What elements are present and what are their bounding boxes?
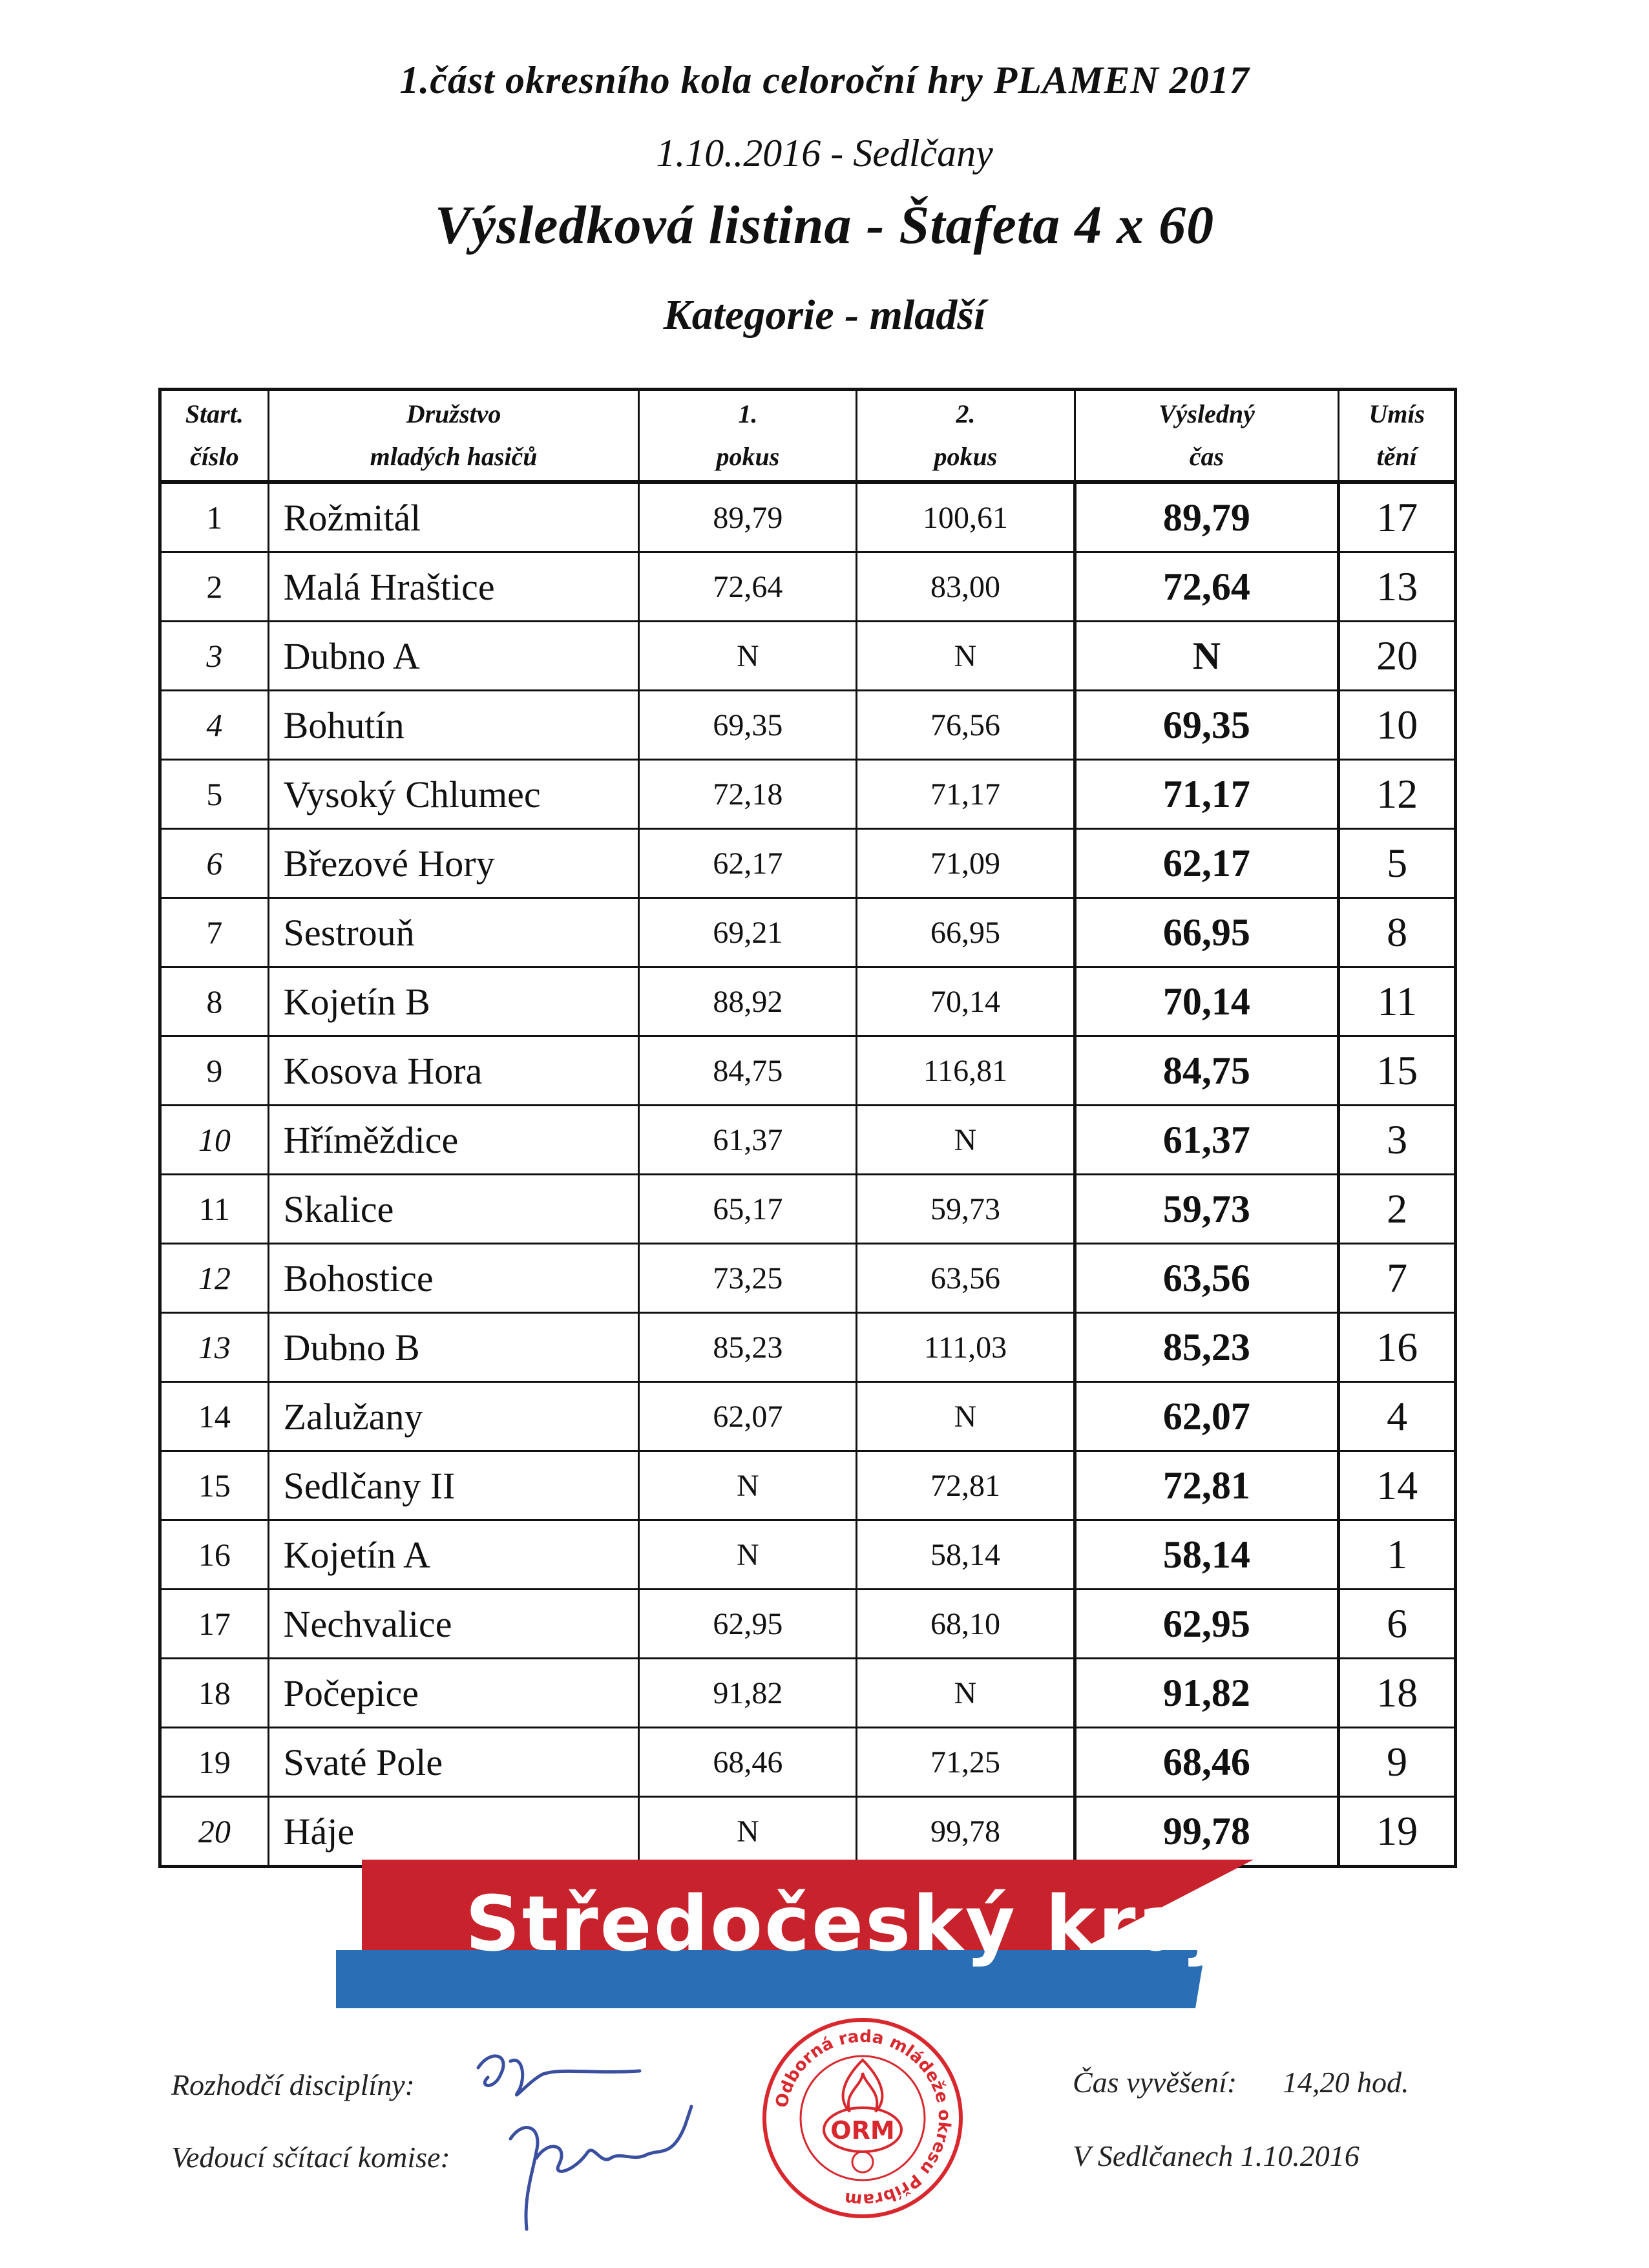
attempt-2-cell: 111,03 xyxy=(857,1313,1075,1382)
team-name-cell: Březové Hory xyxy=(268,829,639,898)
team-name-cell: Háje xyxy=(268,1797,639,1867)
header-result-time: Výsledný čas xyxy=(1075,390,1339,483)
attempt-2-cell: 71,17 xyxy=(857,760,1075,829)
table-row xyxy=(160,967,1456,1036)
attempt-1-cell: N xyxy=(639,1797,857,1867)
table-row xyxy=(160,1520,1456,1590)
team-name-cell: Kojetín B xyxy=(268,967,639,1036)
table-row xyxy=(160,829,1456,898)
start-number-cell: 8 xyxy=(160,967,269,1036)
placement-cell: 17 xyxy=(1339,482,1456,552)
start-number-cell: 15 xyxy=(160,1451,269,1520)
result-time-cell: 59,73 xyxy=(1075,1175,1339,1244)
banner-text: Středočeský kraj xyxy=(465,1879,1219,1968)
attempt-1-cell: 61,37 xyxy=(639,1106,857,1175)
placement-cell: 18 xyxy=(1339,1659,1456,1728)
attempt-2-cell: N xyxy=(857,622,1075,691)
category-title: Kategorie - mladší xyxy=(663,291,986,339)
attempt-1-cell: N xyxy=(639,622,857,691)
attempt-1-cell: 65,17 xyxy=(639,1175,857,1244)
attempt-1-cell: 62,95 xyxy=(639,1590,857,1659)
table-row xyxy=(160,1244,1456,1313)
attempt-1-cell: N xyxy=(639,1451,857,1520)
orm-stamp xyxy=(759,2015,966,2221)
attempt-1-cell: 69,35 xyxy=(639,691,857,760)
table-row xyxy=(160,1382,1456,1451)
table-row xyxy=(160,1313,1456,1382)
team-name-cell: Nechvalice xyxy=(268,1590,639,1659)
referee-label: Rozhodčí disciplíny: xyxy=(171,2068,415,2101)
result-time-cell: 63,56 xyxy=(1075,1244,1339,1313)
start-number-cell: 4 xyxy=(160,691,269,760)
placement-cell: 7 xyxy=(1339,1244,1456,1313)
team-name-cell: Hříměždice xyxy=(268,1106,639,1175)
placement-cell: 15 xyxy=(1339,1036,1456,1106)
posted-time-value: 14,20 hod. xyxy=(1283,2066,1409,2099)
start-number-cell: 18 xyxy=(160,1659,269,1728)
placement-cell: 1 xyxy=(1339,1520,1456,1590)
table-row xyxy=(160,760,1456,829)
start-number-cell: 13 xyxy=(160,1313,269,1382)
team-name-cell: Dubno B xyxy=(268,1313,639,1382)
result-time-cell: 69,35 xyxy=(1075,691,1339,760)
start-number-cell: 12 xyxy=(160,1244,269,1313)
attempt-2-cell: 76,56 xyxy=(857,691,1075,760)
result-time-cell: 70,14 xyxy=(1075,967,1339,1036)
table-header-row xyxy=(160,390,1456,483)
table-row xyxy=(160,1590,1456,1659)
result-time-cell: 62,95 xyxy=(1075,1590,1339,1659)
team-name-cell: Kosova Hora xyxy=(268,1036,639,1106)
start-number-cell: 20 xyxy=(160,1797,269,1867)
stamp-ring-text: Odborná rada mládeže okresu Příbram xyxy=(772,2026,954,2210)
placement-cell: 6 xyxy=(1339,1590,1456,1659)
start-number-cell: 16 xyxy=(160,1520,269,1590)
attempt-2-cell: N xyxy=(857,1659,1075,1728)
attempt-1-cell: 88,92 xyxy=(639,967,857,1036)
attempt-2-cell: 68,10 xyxy=(857,1590,1075,1659)
header-attempt-1: 1. pokus xyxy=(639,390,857,483)
start-number-cell: 2 xyxy=(160,552,269,622)
attempt-2-cell: 58,14 xyxy=(857,1520,1075,1590)
attempt-1-cell: 69,21 xyxy=(639,898,857,967)
result-time-cell: 72,81 xyxy=(1075,1451,1339,1520)
placement-cell: 16 xyxy=(1339,1313,1456,1382)
results-table xyxy=(158,388,1457,1868)
posted-time-label: Čas vyvěšení: xyxy=(1073,2066,1237,2099)
attempt-1-cell: 72,18 xyxy=(639,760,857,829)
attempt-1-cell: 85,23 xyxy=(639,1313,857,1382)
start-number-cell: 17 xyxy=(160,1590,269,1659)
table-row xyxy=(160,482,1456,552)
table-row xyxy=(160,898,1456,967)
table-body xyxy=(160,482,1456,1867)
header-attempt-2: 2. pokus xyxy=(857,390,1075,483)
attempt-1-cell: 84,75 xyxy=(639,1036,857,1106)
attempt-1-cell: 62,07 xyxy=(639,1382,857,1451)
attempt-1-cell: 91,82 xyxy=(639,1659,857,1728)
placement-cell: 2 xyxy=(1339,1175,1456,1244)
attempt-2-cell: 83,00 xyxy=(857,552,1075,622)
attempt-2-cell: 66,95 xyxy=(857,898,1075,967)
table-row xyxy=(160,1175,1456,1244)
attempt-1-cell: 72,64 xyxy=(639,552,857,622)
start-number-cell: 5 xyxy=(160,760,269,829)
team-name-cell: Sestrouň xyxy=(268,898,639,967)
attempt-1-cell: 62,17 xyxy=(639,829,857,898)
table-row xyxy=(160,622,1456,691)
attempt-2-cell: 99,78 xyxy=(857,1797,1075,1867)
attempt-1-cell: 89,79 xyxy=(639,482,857,552)
header-placement: Umís tění xyxy=(1339,390,1456,483)
table-row xyxy=(160,1036,1456,1106)
header-team: Družstvo mladých hasičů xyxy=(268,390,639,483)
result-time-cell: 85,23 xyxy=(1075,1313,1339,1382)
result-time-cell: N xyxy=(1075,622,1339,691)
placement-cell: 11 xyxy=(1339,967,1456,1036)
event-date-place: 1.10..2016 - Sedlčany xyxy=(656,132,993,174)
table-row xyxy=(160,1659,1456,1728)
result-time-cell: 71,17 xyxy=(1075,760,1339,829)
start-number-cell: 19 xyxy=(160,1728,269,1797)
document-title: 1.část okresního kola celoroční hry PLAMEN 2017 xyxy=(399,59,1250,101)
attempt-2-cell: 63,56 xyxy=(857,1244,1075,1313)
result-time-cell: 66,95 xyxy=(1075,898,1339,967)
counting-committee-label: Vedoucí sčítací komise: xyxy=(171,2141,450,2174)
start-number-cell: 7 xyxy=(160,898,269,967)
placement-cell: 3 xyxy=(1339,1106,1456,1175)
placement-cell: 20 xyxy=(1339,622,1456,691)
team-name-cell: Vysoký Chlumec xyxy=(268,760,639,829)
results-title: Výsledková listina - Štafeta 4 x 60 xyxy=(434,195,1215,255)
placement-cell: 5 xyxy=(1339,829,1456,898)
attempt-2-cell: 71,09 xyxy=(857,829,1075,898)
start-number-cell: 1 xyxy=(160,482,269,552)
start-number-cell: 3 xyxy=(160,622,269,691)
start-number-cell: 11 xyxy=(160,1175,269,1244)
table-row xyxy=(160,552,1456,622)
result-time-cell: 61,37 xyxy=(1075,1106,1339,1175)
result-time-cell: 62,07 xyxy=(1075,1382,1339,1451)
team-name-cell: Bohostice xyxy=(268,1244,639,1313)
placement-cell: 9 xyxy=(1339,1728,1456,1797)
team-name-cell: Rožmitál xyxy=(268,482,639,552)
placement-cell: 10 xyxy=(1339,691,1456,760)
placement-cell: 8 xyxy=(1339,898,1456,967)
placement-cell: 14 xyxy=(1339,1451,1456,1520)
team-name-cell: Počepice xyxy=(268,1659,639,1728)
start-number-cell: 14 xyxy=(160,1382,269,1451)
table-row xyxy=(160,691,1456,760)
result-time-cell: 91,82 xyxy=(1075,1659,1339,1728)
result-time-cell: 62,17 xyxy=(1075,829,1339,898)
team-name-cell: Zalužany xyxy=(268,1382,639,1451)
attempt-2-cell: 100,61 xyxy=(857,482,1075,552)
result-time-cell: 99,78 xyxy=(1075,1797,1339,1867)
attempt-1-cell: N xyxy=(639,1520,857,1590)
table-row xyxy=(160,1797,1456,1867)
attempt-2-cell: 70,14 xyxy=(857,967,1075,1036)
attempt-2-cell: 116,81 xyxy=(857,1036,1075,1106)
placement-cell: 12 xyxy=(1339,760,1456,829)
result-time-cell: 68,46 xyxy=(1075,1728,1339,1797)
table-row xyxy=(160,1728,1456,1797)
placement-cell: 19 xyxy=(1339,1797,1456,1867)
place-date: V Sedlčanech 1.10.2016 xyxy=(1073,2139,1360,2172)
attempt-2-cell: N xyxy=(857,1382,1075,1451)
team-name-cell: Sedlčany II xyxy=(268,1451,639,1520)
committee-signature xyxy=(498,2100,711,2236)
team-name-cell: Bohutín xyxy=(268,691,639,760)
table-row xyxy=(160,1106,1456,1175)
attempt-1-cell: 68,46 xyxy=(639,1728,857,1797)
start-number-cell: 6 xyxy=(160,829,269,898)
team-name-cell: Svaté Pole xyxy=(268,1728,639,1797)
start-number-cell: 9 xyxy=(160,1036,269,1106)
team-name-cell: Dubno A xyxy=(268,622,639,691)
attempt-2-cell: 72,81 xyxy=(857,1451,1075,1520)
header-start-number: Start. číslo xyxy=(160,390,269,483)
result-time-cell: 72,64 xyxy=(1075,552,1339,622)
start-number-cell: 10 xyxy=(160,1106,269,1175)
stamp-center-text: ORM xyxy=(830,2116,895,2145)
team-name-cell: Kojetín A xyxy=(268,1520,639,1590)
placement-cell: 4 xyxy=(1339,1382,1456,1451)
table-row xyxy=(160,1451,1456,1520)
result-time-cell: 58,14 xyxy=(1075,1520,1339,1590)
team-name-cell: Malá Hraštice xyxy=(268,552,639,622)
team-name-cell: Skalice xyxy=(268,1175,639,1244)
placement-cell: 13 xyxy=(1339,552,1456,622)
result-time-cell: 89,79 xyxy=(1075,482,1339,552)
attempt-2-cell: 59,73 xyxy=(857,1175,1075,1244)
result-time-cell: 84,75 xyxy=(1075,1036,1339,1106)
stamp-flame-icon xyxy=(843,2060,883,2112)
attempt-1-cell: 73,25 xyxy=(639,1244,857,1313)
attempt-2-cell: N xyxy=(857,1106,1075,1175)
attempt-2-cell: 71,25 xyxy=(857,1728,1075,1797)
